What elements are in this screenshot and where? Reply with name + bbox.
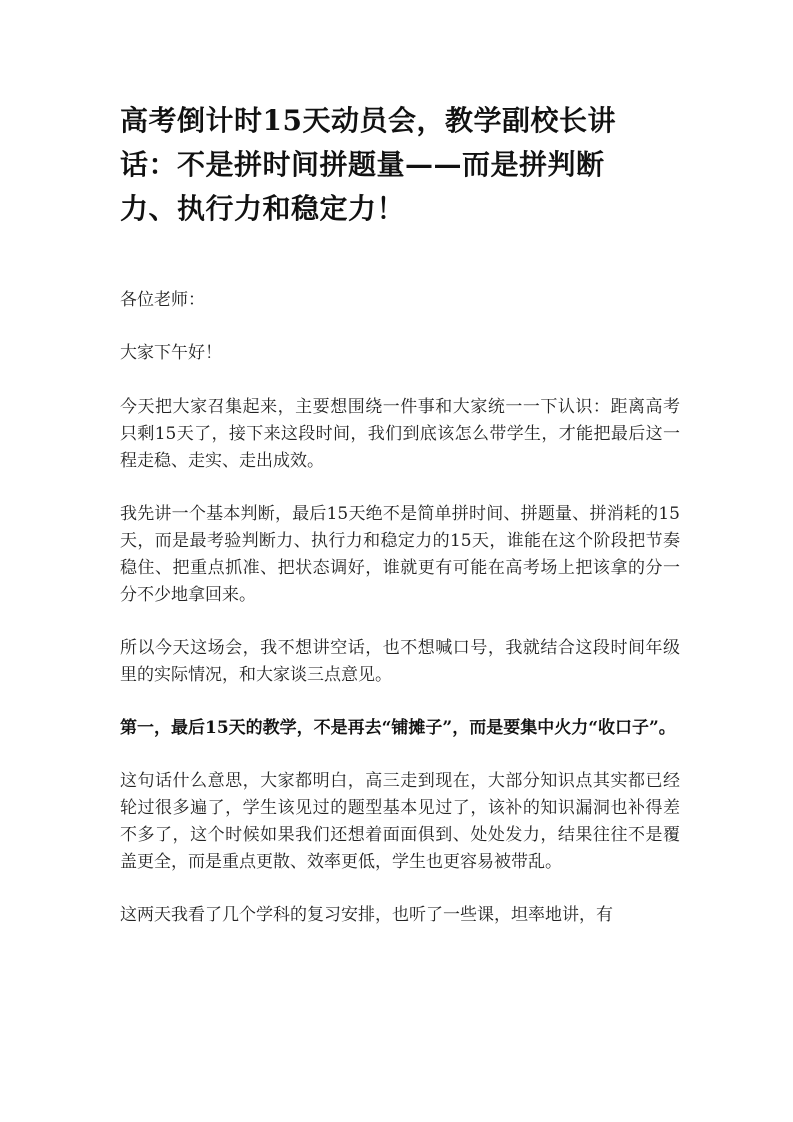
document-page [120, 99, 680, 929]
body-paragraph: 这两天我看了几个学科的复习安排，也听了一些课，坦率地讲，有 [120, 905, 613, 925]
greeting-paragraph: 大家下午好！ [120, 343, 222, 363]
body-paragraph: 所以今天这场会，我不想讲空话，也不想喊口号，我就结合这段时间年级里的实际情况，和大家谈三点意见。 [120, 638, 680, 685]
body-paragraph: 我先讲一个基本判断，最后15天绝不是简单拼时间、拼题量、拼消耗的15天，而是最考验判断力、执行力和稳定力的15天，谁能在这个阶段把节奏稳住、把重点抓准、把状态调好，谁就更有可能在高考场上把该拿的分一分不少地拿回来。 [120, 504, 680, 605]
section-heading-paragraph: 第一，最后15天的教学，不是再去“铺摊子”，而是要集中火力“收口子”。 [120, 718, 676, 738]
document-title: 高考倒计时15天动员会，教学副校长讲话：不是拼时间拼题量——而是拼判断力、执行力和稳定力！ [120, 104, 616, 225]
salutation-paragraph: 各位老师： [120, 290, 205, 310]
body-paragraph: 今天把大家召集起来，主要想围绕一件事和大家统一一下认识：距离高考只剩15天了，接下来这段时间，我们到底该怎么带学生，才能把最后这一程走稳、走实、走出成效。 [120, 397, 680, 471]
body-paragraph: 这句话什么意思，大家都明白，高三走到现在，大部分知识点其实都已经轮过很多遍了，学生该见过的题型基本见过了，该补的知识漏洞也补得差不多了，这个时候如果我们还想着面面俱到、处处发力，结果往往不是覆盖更全，而是重点更散、效率更低，学生也更容易被带乱。 [120, 771, 680, 872]
